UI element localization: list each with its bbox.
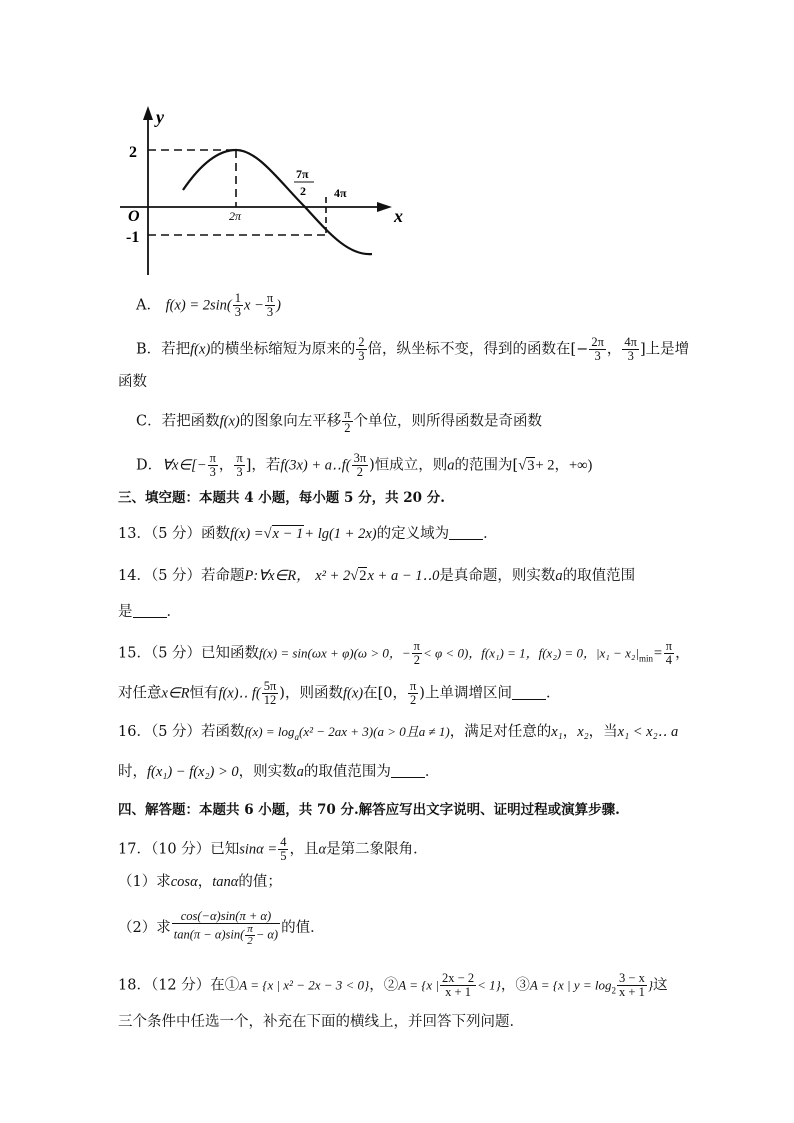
question-13: 13．（5 分）函数f(x) =√x − 1+ lg(1 + 2x)的定义域为 ． (118, 526, 498, 542)
text: + 2，+∞) (535, 457, 593, 474)
text: ， (606, 341, 622, 358)
text: 的横坐标缩短为原来的 (210, 341, 356, 358)
option-b-line2 (118, 372, 147, 392)
text: 倍，纵坐标不变，得到的函数在[− (367, 341, 589, 358)
expr: x₂ (577, 724, 589, 740)
expr: + lg(1 + 2x) (304, 526, 377, 542)
subscript: min (638, 653, 653, 664)
text: （1）求 (118, 874, 171, 890)
q14-prefix: 14．（5 分）若命题 (118, 568, 245, 584)
answer-blank[interactable] (133, 603, 167, 618)
expr: sinα = (239, 841, 278, 858)
expr: x₁ (551, 724, 563, 740)
text: ，则实数 (238, 764, 297, 780)
frac: $\frac{\pi}{4}$ (665, 639, 673, 667)
expr: = (652, 645, 663, 662)
text: 在[0， (363, 685, 407, 702)
text: 时， (118, 764, 147, 780)
text: )恒成立，则 (369, 457, 448, 474)
text: ，且 (289, 841, 319, 858)
q17-prefix: 17．（10 分）已知 (118, 841, 240, 858)
frac: $\frac{4}{5}$ (280, 835, 287, 863)
fx: f(x) (219, 413, 240, 430)
text: ． (545, 685, 561, 702)
subscript: a (294, 731, 299, 742)
text: ， (675, 645, 690, 662)
expr: f(x) = (230, 526, 264, 542)
option-a-mid: x − (244, 297, 264, 314)
question-16-line2 (118, 762, 439, 782)
question-15 (118, 640, 690, 668)
text: 这 (653, 977, 668, 994)
expr: x² + 2 (315, 568, 351, 584)
expr: < φ < 0)，f(x₁) = 1，f(x₂) = 0，|x₁ − x₂| (422, 645, 639, 661)
frac: $\frac{\pi}{3}$ (266, 291, 274, 319)
fx: f(x) (190, 341, 211, 358)
expr: f(3x) + a‥f( (280, 457, 351, 474)
text: ，当 (588, 724, 618, 740)
expr: x∈R (161, 685, 190, 702)
expr: f(x) = log (244, 724, 295, 739)
text: ]上是增 (639, 341, 690, 358)
option-b-label: B．若把 (136, 341, 191, 358)
set-3: } (647, 977, 654, 993)
question-18-line2 (118, 1012, 524, 1032)
question-17 (118, 836, 428, 863)
fx: f(x) (342, 685, 364, 702)
text: ， (562, 724, 578, 740)
x-tick-2pi: 2π (229, 209, 242, 223)
text: )上单调增区间 (419, 685, 512, 702)
option-a-end: ) (276, 297, 282, 314)
expr: ∀x∈[− (162, 457, 207, 474)
text: ，② (369, 977, 399, 994)
expr: (x² − 2ax + 3)(a > 0且a ≠ 1) (298, 724, 450, 739)
text: 的值； (238, 874, 282, 890)
y-tick-neg1: -1 (126, 229, 140, 246)
question-18 (118, 972, 668, 1000)
text: ， (197, 874, 213, 890)
option-c (136, 408, 542, 435)
text: 个单位，则所得函数是奇函数 (353, 413, 543, 430)
text: 的取值范围 (562, 568, 636, 584)
y-tick-2: 2 (129, 144, 137, 161)
x-axis-arrow (377, 202, 392, 212)
sqrt: 3 (527, 457, 535, 474)
text: 对任意 (118, 685, 162, 702)
text: 恒有 (189, 685, 219, 702)
y-axis-arrow (143, 106, 153, 120)
x-tick-7pi2-num: 7π (296, 167, 309, 181)
text: ． (166, 604, 181, 620)
var-a: a (296, 764, 304, 780)
q16-prefix: 16．（5 分）若函数 (118, 724, 245, 740)
y-axis-label: y (156, 107, 164, 127)
frac: $\frac{\pi}{3}$ (209, 451, 216, 479)
text: 的范围为[ (454, 457, 519, 474)
text: ． (483, 526, 498, 542)
var-a: a (555, 568, 563, 584)
option-a-expr: f(x) = 2sin( (165, 297, 232, 314)
question-14-line2 (118, 602, 181, 622)
option-d: D．∀x∈[− $\frac{\pi}{3}$ ， $\frac{\pi}{3}$ ]，若f(3x) + a‥f( $\frac{3\pi}{2}$ )恒成立，则a的范围为[√3+ 2，+∞) (136, 451, 593, 479)
text: 是 (118, 604, 133, 620)
expr: x₁ < x₂‥ a (617, 724, 679, 740)
set-1: A = {x | x² − 2x − 3 < 0} (239, 977, 370, 993)
text: （2）求 (118, 920, 171, 936)
frac: $\frac{1}{3}$ (234, 291, 241, 319)
section-4-heading: 四、解答题：本题共 6 小题，共 70 分.解答应写出文字说明、证明过程或演算步骤. (118, 802, 620, 818)
expr: f(x)‥ f( (218, 685, 261, 702)
option-b (136, 336, 689, 363)
text: 的取值范围为 (303, 764, 391, 780)
option-d-label: D． (136, 457, 163, 474)
frac: $\frac{3 - x}{x + 1}$ (619, 971, 645, 999)
sqrt: x − 1 (272, 526, 304, 542)
x-axis-label: x (394, 206, 403, 226)
frac: $\frac{5\pi}{12}$ (263, 679, 277, 707)
text: ，③ (500, 977, 530, 994)
origin-label: O (128, 208, 140, 225)
x-tick-7pi2-den: 2 (300, 184, 306, 198)
text: )，则函数 (279, 685, 343, 702)
frac: $\frac{4\pi}{3}$ (624, 335, 637, 363)
answer-blank[interactable] (449, 525, 483, 540)
frac: $\frac{2}{3}$ (358, 335, 365, 363)
option-a-label: A． (136, 297, 161, 314)
text: ]，若 (245, 457, 281, 474)
question-17-part1 (118, 872, 282, 892)
set-2: A = {x | (398, 977, 440, 993)
text: 是真命题，则实数 (439, 568, 556, 584)
frac: $\frac{3\pi}{2}$ (353, 451, 367, 479)
question-17-part2 (118, 908, 325, 948)
text: 的定义域为 (376, 526, 450, 542)
frac: $\frac{\pi}{2}$ (413, 639, 420, 667)
expr: f(x) = sin(ωx + φ)(ω > 0，− (259, 645, 411, 661)
set-2: < 1} (477, 977, 501, 993)
expr: tanα (212, 874, 239, 890)
text: ，满足对任意的 (449, 724, 552, 740)
frac: $\frac{\pi}{2}$ (409, 679, 417, 707)
text: 的图象向左平移 (239, 413, 342, 430)
expr: f(x₁) − f(x₂) > 0 (147, 764, 239, 780)
frac: $\frac{2x - 2}{x + 1}$ (442, 971, 475, 999)
q18-prefix: 18．（12 分）在① (118, 977, 240, 994)
x-tick-4pi: 4π (334, 186, 347, 200)
expr: P:∀x∈R， (244, 568, 311, 584)
subscript: 2 (611, 985, 617, 996)
sqrt: 2 (359, 568, 367, 584)
var-alpha: α (318, 841, 327, 858)
expr: cosα (170, 874, 198, 890)
answer-blank[interactable] (391, 763, 425, 778)
text: 函数 (118, 374, 147, 390)
text: ． (424, 764, 440, 780)
section-3-heading: 三、填空题：本题共 4 小题，每小题 5 分，共 20 分. (118, 490, 445, 506)
text: 三个条件中任选一个，补充在下面的横线上，并回答下列问题． (118, 1014, 524, 1030)
question-14: 14．（5 分）若命题P:∀x∈R， x² + 2√2x + a − 1‥0是真命题，则实数a的取值范围 (118, 568, 636, 584)
option-a (136, 292, 281, 319)
option-c-label: C．若把函数 (136, 413, 220, 430)
frac: $\frac{\pi}{3}$ (236, 451, 243, 479)
frac: $\frac{\pi}{2}$ (344, 407, 351, 435)
big-fraction: cos(−α)sin(π + α) tan(π − α)sin( $\frac{\pi}{2}$ − α) (173, 908, 279, 947)
set-3: A = {x | y = log (529, 977, 612, 993)
text: ， (218, 457, 234, 474)
question-15-line2 (118, 680, 560, 707)
question-16 (118, 722, 678, 747)
text: 的值． (281, 920, 325, 936)
answer-blank[interactable] (512, 685, 546, 700)
q13-prefix: 13．（5 分）函数 (118, 526, 231, 542)
text: 是第二象限角． (326, 841, 428, 858)
sine-curve (183, 150, 372, 254)
expr: x + a − 1‥0 (367, 568, 440, 584)
var-a: a (447, 457, 455, 474)
frac: $\frac{2\pi}{3}$ (591, 335, 604, 363)
q15-prefix: 15．（5 分）已知函数 (118, 645, 260, 662)
